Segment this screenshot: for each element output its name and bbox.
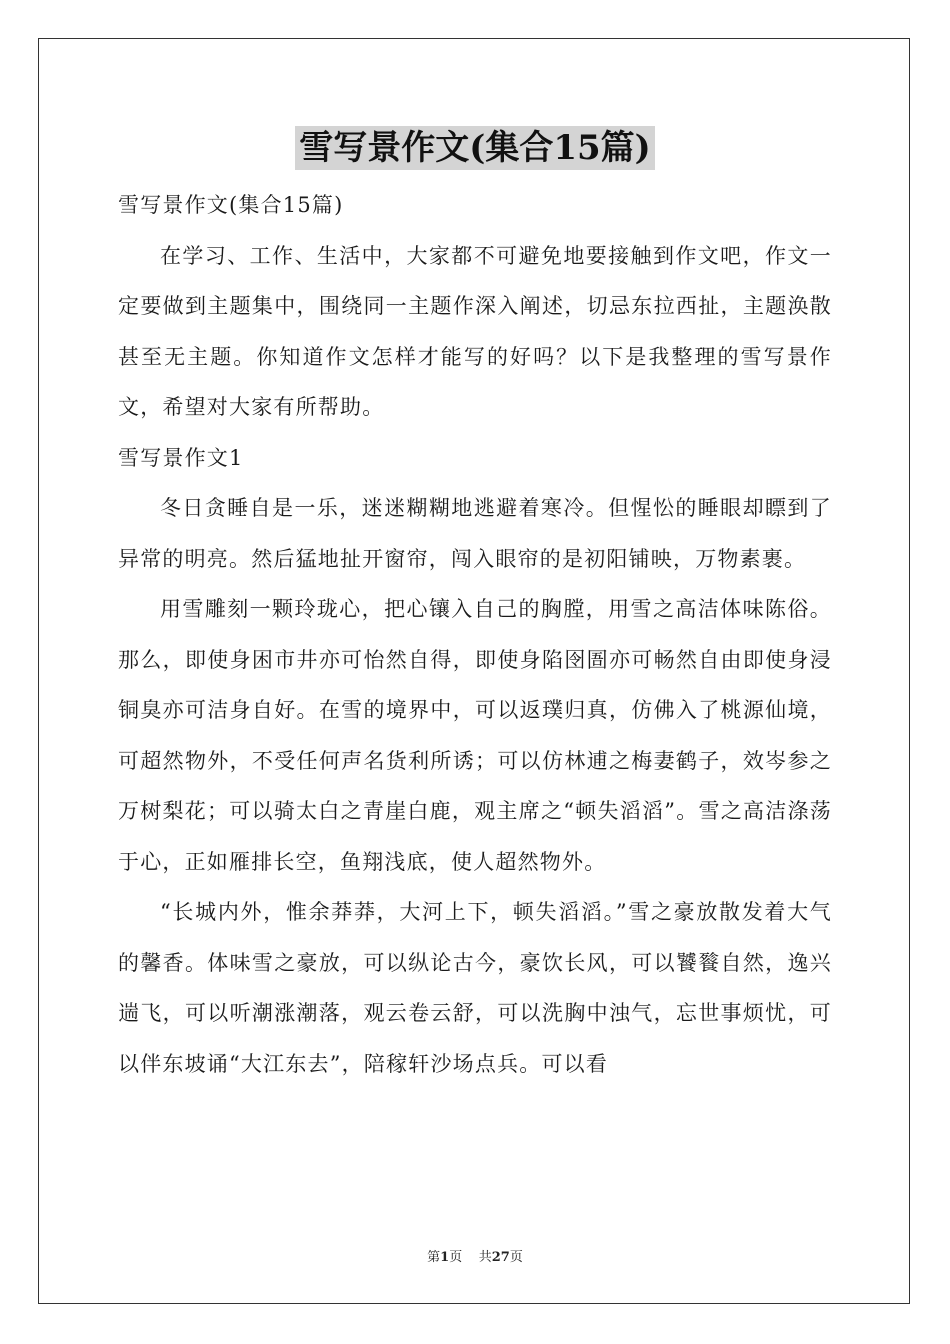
body-paragraph: 冬日贪睡自是一乐，迷迷糊糊地逃避着寒冷。但惺忪的睡眼却瞟到了异常的明亮。然后猛地扯开窗帘，闯入眼帘的是初阳铺映，万物素裹。 [118, 496, 832, 571]
total-page-number: 27 [491, 1250, 510, 1265]
intro-paragraph: 在学习、工作、生活中，大家都不可避免地要接触到作文吧，作文一定要做到主题集中，围绕同一主题作深入阐述，切忌东拉西扯，主题涣散甚至无主题。你知道作文怎样才能写的好吗？以下是我整理的雪写景作文，希望对大家有所帮助。 [118, 243, 832, 419]
page-suffix: 页 [509, 1250, 523, 1265]
subtitle-line: 雪写景作文(集合15篇) [118, 193, 344, 217]
title-container [0, 126, 950, 170]
page-mid: 页 共 [449, 1250, 492, 1265]
document-title: 雪写景作文(集合15篇) [295, 126, 655, 170]
current-page-number: 1 [440, 1250, 450, 1265]
document-body [118, 180, 832, 1089]
body-paragraph: 用雪雕刻一颗玲珑心，把心镶入自己的胸膛，用雪之高洁体味陈俗。那么，即使身困市井亦可怡然自得，即使身陷囹圄亦可畅然自由即使身浸铜臭亦可洁身自好。在雪的境界中，可以返璞归真，仿佛入了桃源仙境，可超然物外，不受任何声名货利所诱；可以仿林逋之梅妻鹤子，效岑参之万树梨花；可以骑太白之青崖白鹿，观主席之“顿失滔滔”。雪之高洁涤荡于心，正如雁排长空，鱼翔浅底，使人超然物外。 [118, 597, 832, 874]
body-paragraph: “长城内外，惟余莽莽，大河上下，顿失滔滔。”雪之豪放散发着大气的馨香。体味雪之豪放，可以纵论古今，豪饮长风，可以饕餮自然，逸兴遄飞，可以听潮涨潮落，观云卷云舒，可以洗胸中浊气，忘世事烦忧，可以伴东坡诵“大江东去”，陪稼轩沙场点兵。可以看 [118, 900, 832, 1076]
page-prefix: 第 [427, 1250, 441, 1265]
section-heading: 雪写景作文1 [118, 445, 244, 470]
page-footer [0, 1246, 950, 1265]
